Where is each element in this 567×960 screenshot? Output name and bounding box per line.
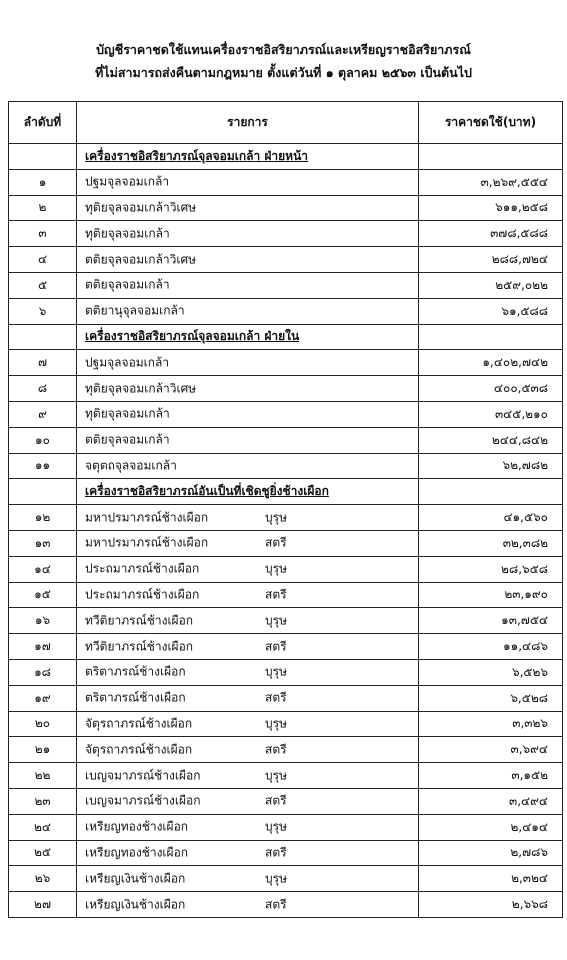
section-label: เครื่องราชอิสริยาภรณ์จุลจอมเกล้า ฝ่ายหน้า: [85, 148, 309, 163]
row-item-cell: [77, 505, 419, 531]
row-item-cell: [77, 866, 419, 892]
item-name: เหรียญทองช้างเผือก: [85, 845, 189, 860]
row-item-cell: [77, 788, 419, 814]
row-price: ๓,๖๙๔: [419, 737, 563, 763]
section-row: [9, 144, 563, 170]
table-row: [9, 737, 563, 763]
row-number: ๑๙: [9, 685, 77, 711]
table-row: [9, 376, 563, 402]
row-number: ๒: [9, 195, 77, 221]
row-item-cell: [77, 556, 419, 582]
row-price: ๖๒,๗๘๒: [419, 453, 563, 479]
table-row: [9, 453, 563, 479]
table-row: [9, 892, 563, 918]
row-number: ๑๘: [9, 659, 77, 685]
row-number: ๑๔: [9, 556, 77, 582]
row-price: ๒๘,๖๕๘: [419, 556, 563, 582]
row-number: ๑๐: [9, 427, 77, 453]
row-number: ๑: [9, 169, 77, 195]
row-item-cell: [77, 763, 419, 789]
row-price: ๑๓,๗๕๔: [419, 608, 563, 634]
row-number: ๖: [9, 298, 77, 324]
row-number: ๒๐: [9, 711, 77, 737]
row-number: ๒๔: [9, 814, 77, 840]
row-price: ๔๐๐,๕๓๘: [419, 376, 563, 402]
row-number: ๒๑: [9, 737, 77, 763]
item-gender: สตรี: [265, 690, 287, 705]
row-item-cell: [77, 376, 419, 402]
row-item-cell: [77, 685, 419, 711]
table-row: [9, 401, 563, 427]
table-row: [9, 247, 563, 273]
row-price: ๓,๑๕๒: [419, 763, 563, 789]
item-gender: บุรุษ: [265, 510, 287, 525]
row-item-cell: [77, 892, 419, 918]
section-label: เครื่องราชอิสริยาภรณ์จุลจอมเกล้า ฝ่ายใน: [85, 329, 300, 344]
header-item: รายการ: [77, 102, 419, 144]
section-row: [9, 479, 563, 505]
row-number: ๗: [9, 350, 77, 376]
section-empty-cell: [419, 324, 563, 350]
row-price: ๒,๖๖๘: [419, 892, 563, 918]
row-price: ๒๘๘,๗๒๔: [419, 247, 563, 273]
row-item-cell: [77, 711, 419, 737]
table-header-row: [9, 102, 563, 144]
row-price: ๒,๓๒๔: [419, 866, 563, 892]
item-gender: บุรุษ: [265, 716, 287, 731]
item-name: ประถมาภรณ์ช้างเผือก: [85, 561, 200, 576]
item-name: จัตุรถาภรณ์ช้างเผือก: [85, 742, 193, 757]
item-gender: บุรุษ: [265, 613, 287, 628]
item-gender: สตรี: [265, 535, 287, 550]
row-price: ๓,๓๒๖: [419, 711, 563, 737]
document-title: [0, 0, 567, 84]
item-name: ตติยจุลจอมเกล้า: [85, 432, 170, 447]
row-price: ๓๔๕,๒๑๐: [419, 401, 563, 427]
item-gender: สตรี: [265, 845, 287, 860]
row-price: ๖,๕๒๖: [419, 659, 563, 685]
row-price: ๓๒,๓๘๒: [419, 530, 563, 556]
item-name: ทวีติยาภรณ์ช้างเผือก: [85, 639, 194, 654]
item-gender: บุรุษ: [265, 871, 287, 886]
section-empty-cell: [419, 479, 563, 505]
item-name: จัตุรถาภรณ์ช้างเผือก: [85, 716, 193, 731]
row-price: ๔๑,๕๖๐: [419, 505, 563, 531]
row-price: ๒๔๔,๘๔๒: [419, 427, 563, 453]
row-number: ๒๕: [9, 840, 77, 866]
item-name: ปฐมจุลจอมเกล้า: [85, 355, 170, 370]
item-name: จตุตถจุลจอมเกล้า: [85, 458, 177, 473]
row-item-cell: [77, 195, 419, 221]
item-name: มหาปรมาภรณ์ช้างเผือก: [85, 535, 209, 550]
row-number: ๑๓: [9, 530, 77, 556]
row-price: ๒๕๙,๐๒๒: [419, 272, 563, 298]
row-item-cell: [77, 737, 419, 763]
row-price: ๒,๔๑๔: [419, 814, 563, 840]
table-row: [9, 866, 563, 892]
item-gender: สตรี: [265, 793, 287, 808]
table-row: [9, 195, 563, 221]
item-name: ตริตาภรณ์ช้างเผือก: [85, 664, 186, 679]
row-price: ๓,๒๖๙,๕๕๔: [419, 169, 563, 195]
header-price: ราคาชดใช้(บาท): [419, 102, 563, 144]
title-line-2: ที่ไม่สามารถส่งคืนตามกฎหมาย ตั้งแต่วันที่ ๑ ตุลาคม ๒๕๖๓ เป็นต้นไป: [95, 65, 472, 80]
item-name: เหรียญเงินช้างเผือก: [85, 871, 186, 886]
item-name: ทุติยจุลจอมเกล้า: [85, 406, 170, 421]
table-row: [9, 272, 563, 298]
item-name: ตติยานุจุลจอมเกล้า: [85, 303, 185, 318]
row-item-cell: [77, 453, 419, 479]
table-row: [9, 505, 563, 531]
item-name: มหาปรมาภรณ์ช้างเผือก: [85, 510, 209, 525]
row-number: ๒๓: [9, 788, 77, 814]
row-number: ๒๖: [9, 866, 77, 892]
row-number: ๑๒: [9, 505, 77, 531]
table-body: [9, 144, 563, 918]
section-empty-cell: [9, 324, 77, 350]
table-row: [9, 814, 563, 840]
item-name: เหรียญทองช้างเผือก: [85, 819, 189, 834]
row-item-cell: [77, 814, 419, 840]
row-item-cell: [77, 350, 419, 376]
price-table: [8, 101, 563, 918]
table-row: [9, 582, 563, 608]
item-name: เบญจมาภรณ์ช้างเผือก: [85, 793, 201, 808]
item-gender: บุรุษ: [265, 664, 287, 679]
item-gender: สตรี: [265, 897, 287, 911]
item-name: ทุติยจุลจอมเกล้า: [85, 226, 170, 241]
row-number: ๒๒: [9, 763, 77, 789]
row-price: ๒๓,๑๙๐: [419, 582, 563, 608]
table-row: [9, 350, 563, 376]
item-name: ประถมาภรณ์ช้างเผือก: [85, 587, 200, 602]
section-empty-cell: [9, 144, 77, 170]
row-item-cell: [77, 247, 419, 273]
table-row: [9, 634, 563, 660]
item-gender: บุรุษ: [265, 819, 287, 834]
section-label-cell: [77, 324, 419, 350]
row-number: ๑๖: [9, 608, 77, 634]
item-name: เบญจมาภรณ์ช้างเผือก: [85, 768, 201, 783]
section-label-cell: [77, 479, 419, 505]
row-number: ๘: [9, 376, 77, 402]
item-gender: บุรุษ: [265, 768, 287, 783]
table-row: [9, 763, 563, 789]
row-item-cell: [77, 840, 419, 866]
item-name: เหรียญเงินช้างเผือก: [85, 897, 186, 911]
row-price: ๓๗๘,๕๘๘: [419, 221, 563, 247]
row-item-cell: [77, 298, 419, 324]
row-item-cell: [77, 582, 419, 608]
section-empty-cell: [419, 144, 563, 170]
row-item-cell: [77, 221, 419, 247]
item-gender: สตรี: [265, 587, 287, 602]
row-item-cell: [77, 401, 419, 427]
row-number: ๔: [9, 247, 77, 273]
row-price: ๖๑,๕๘๘: [419, 298, 563, 324]
table-row: [9, 298, 563, 324]
row-number: ๙: [9, 401, 77, 427]
header-no: ลำดับที่: [9, 102, 77, 144]
row-item-cell: [77, 272, 419, 298]
row-number: ๒๗: [9, 892, 77, 918]
table-row: [9, 685, 563, 711]
title-line-1: บัญชีราคาชดใช้แทนเครื่องราชอิสริยาภรณ์และเหรียญราชอิสริยาภรณ์: [96, 42, 471, 57]
row-price: ๑,๔๐๒,๗๔๒: [419, 350, 563, 376]
row-price: ๑๑,๔๘๖: [419, 634, 563, 660]
row-item-cell: [77, 659, 419, 685]
item-name: ทุติยจุลจอมเกล้าวิเศษ: [85, 381, 197, 396]
item-name: ตติยจุลจอมเกล้า: [85, 277, 170, 292]
row-number: ๑๗: [9, 634, 77, 660]
row-item-cell: [77, 530, 419, 556]
row-item-cell: [77, 427, 419, 453]
item-name: ปฐมจุลจอมเกล้า: [85, 174, 170, 189]
row-price: ๒,๗๘๖: [419, 840, 563, 866]
row-number: ๕: [9, 272, 77, 298]
table-row: [9, 427, 563, 453]
row-price: ๖,๕๒๘: [419, 685, 563, 711]
item-gender: สตรี: [265, 639, 287, 654]
row-price: ๓,๔๙๔: [419, 788, 563, 814]
table-row: [9, 530, 563, 556]
table-row: [9, 711, 563, 737]
table-row: [9, 608, 563, 634]
row-number: ๓: [9, 221, 77, 247]
table-row: [9, 221, 563, 247]
item-gender: สตรี: [265, 742, 287, 757]
item-name: ทวีติยาภรณ์ช้างเผือก: [85, 613, 194, 628]
row-number: ๑๕: [9, 582, 77, 608]
section-row: [9, 324, 563, 350]
table-row: [9, 840, 563, 866]
item-name: ทุติยจุลจอมเกล้าวิเศษ: [85, 200, 197, 215]
row-item-cell: [77, 169, 419, 195]
section-empty-cell: [9, 479, 77, 505]
item-name: ตริตาภรณ์ช้างเผือก: [85, 690, 186, 705]
row-number: ๑๑: [9, 453, 77, 479]
table-row: [9, 169, 563, 195]
item-name: ตติยจุลจอมเกล้าวิเศษ: [85, 252, 196, 267]
table-row: [9, 659, 563, 685]
section-label: เครื่องราชอิสริยาภรณ์อันเป็นที่เชิดชูยิ่งช้างเผือก: [85, 484, 329, 499]
table-row: [9, 788, 563, 814]
row-item-cell: [77, 608, 419, 634]
row-item-cell: [77, 634, 419, 660]
section-label-cell: [77, 144, 419, 170]
item-gender: บุรุษ: [265, 561, 287, 576]
table-row: [9, 556, 563, 582]
row-price: ๖๑๑,๒๕๘: [419, 195, 563, 221]
